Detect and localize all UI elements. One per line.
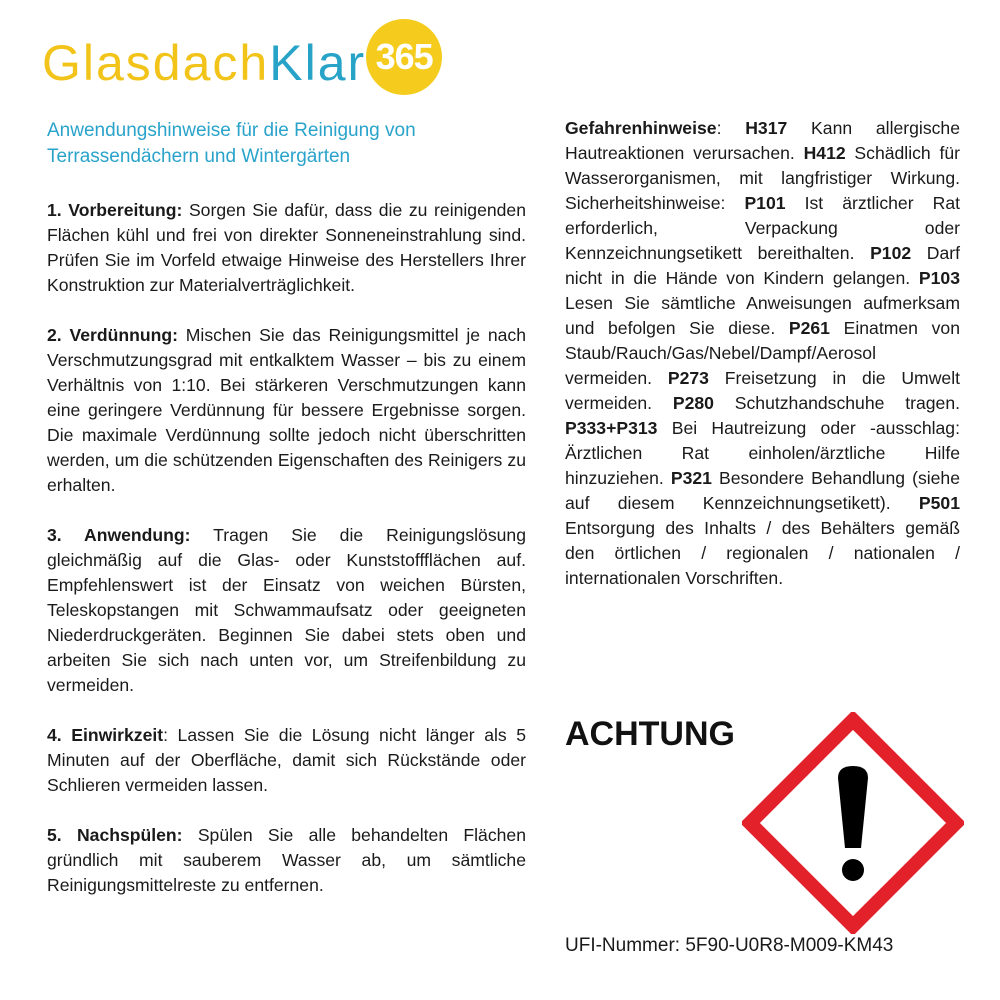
ufi-number: UFI-Nummer: 5F90-U0R8-M009-KM43 xyxy=(565,935,894,956)
code-p102: P102 xyxy=(870,243,912,263)
step-application xyxy=(47,523,526,698)
step-exposure-time xyxy=(47,723,526,798)
step-text: Sorgen Sie dafür, dass die zu reinigenden Flächen kühl und frei von direkter Sonneneinstrahlung sind. Prüfen Sie im Vorfeld etwaige Hinweise des Herstellers Ihrer Konstruktion zur Materialverträglichkeit. xyxy=(47,200,527,295)
text-p261: Einatmen von Staub/Rauch/Gas/Nebel/Dampf/Aerosol vermeiden. xyxy=(565,318,960,388)
hazard-statements xyxy=(565,116,960,591)
code-p273: P273 xyxy=(667,368,709,388)
text-p280: Schutzhandschuhe tragen. xyxy=(713,393,960,413)
exclamation-mark-diamond-icon xyxy=(742,712,964,934)
step-title: 5. Nachspülen: xyxy=(47,825,183,845)
step-rinsing xyxy=(47,823,526,898)
code-p501: P501 xyxy=(918,493,960,513)
text-p103: Lesen Sie sämtliche Anweisungen aufmerksam und befolgen Sie diese. xyxy=(565,293,960,338)
colon: : xyxy=(716,118,746,138)
text-p333-p313: Bei Hautreizung oder -ausschlag: Ärztlichen Rat einholen/ärztliche Hilfe hinzuziehen. xyxy=(565,418,960,488)
code-p321: P321 xyxy=(670,468,712,488)
brand-logo xyxy=(42,28,442,98)
signal-word: ACHTUNG xyxy=(565,715,735,753)
logo-badge-365: 365 xyxy=(366,19,442,95)
text-p102: Darf nicht in die Hände von Kindern gelangen. xyxy=(565,243,960,288)
document-subtitle: Anwendungshinweise für die Reinigung von Terrassendächern und Wintergärten xyxy=(47,120,416,167)
text-p501: Entsorgung des Inhalts / des Behälters gemäß den örtlichen / regionalen / nationalen / internationalen Vorschriften. xyxy=(565,518,960,588)
hazard-label: Gefahrenhinweise xyxy=(565,118,717,138)
code-p280: P280 xyxy=(672,393,714,413)
code-p261: P261 xyxy=(788,318,830,338)
logo-text-klar: Klar xyxy=(269,35,367,91)
text-p101: Ist ärztlicher Rat erforderlich, Verpackung oder Kennzeichnungsetikett bereithalten. xyxy=(565,193,960,263)
step-preparation xyxy=(47,198,526,298)
code-p101: P101 xyxy=(744,193,786,213)
text-h412: Schädlich für Wasserorganismen, mit langfristiger Wirkung. xyxy=(565,143,960,188)
step-title: 2. Verdünnung: xyxy=(47,325,178,345)
instruction-steps xyxy=(47,198,526,923)
step-title: 4. Einwirkzeit xyxy=(47,725,164,745)
text-h317: Kann allergische Hautreaktionen verursachen. xyxy=(565,118,960,163)
code-p103: P103 xyxy=(918,268,960,288)
step-text: : Lassen Sie die Lösung nicht länger als 5 Minuten auf der Oberfläche, damit sich Rückstände oder Schlieren vermeiden lassen. xyxy=(47,725,527,795)
step-text: Mischen Sie das Reinigungsmittel je nach Verschmutzungsgrad mit entkalktem Wasser – bis zu einem Verhältnis von 1:10. Bei stärkeren Verschmutzungen kann eine geringere Verdünnung für bessere Ergebnisse sorgen. Die maximale Verdünnung sollte jedoch nicht überschritten werden, um die schützenden Eigenschaften des Reinigers zu erhalten. xyxy=(47,325,527,495)
step-title: 3. Anwendung: xyxy=(47,525,191,545)
logo-text-glasdach: Glasdach xyxy=(42,35,270,91)
step-dilution xyxy=(47,323,526,498)
step-title: 1. Vorbereitung: xyxy=(47,200,183,220)
step-text: Spülen Sie alle behandelten Flächen gründlich mit sauberem Wasser ab, um sämtliche Reinigungsmittelreste zu entfernen. xyxy=(47,825,526,895)
code-h317: H317 xyxy=(745,118,788,138)
safety-label: Sicherheitshinweise: xyxy=(565,193,745,213)
code-h412: H412 xyxy=(803,143,846,163)
code-p333-p313: P333+P313 xyxy=(565,418,658,438)
text-p321: Besondere Behandlung (siehe auf diesem Kennzeichnungsetikett). xyxy=(565,468,960,513)
step-text: Tragen Sie die Reinigungslösung gleichmäßig auf die Glas- oder Kunststoffflächen auf. Empfehlenswert ist der Einsatz von weichen Bürsten, Teleskopstangen mit Schwammaufsatz oder geeigneten Niederdruckgeräten. Beginnen Sie dabei stets oben und arbeiten Sie sich nach unten vor, um Streifenbildung zu vermeiden. xyxy=(47,525,526,695)
text-p273: Freisetzung in die Umwelt vermeiden. xyxy=(565,368,960,413)
